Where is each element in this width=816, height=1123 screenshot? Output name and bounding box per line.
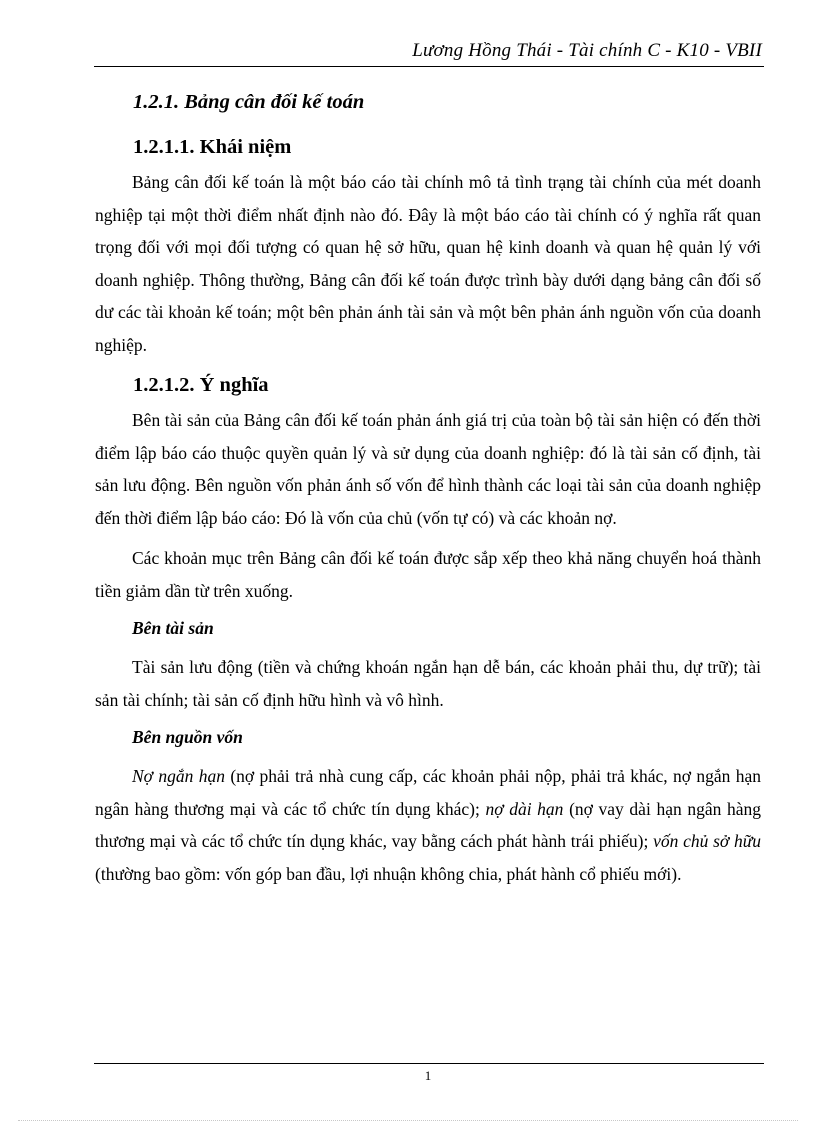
assets-paragraph: Tài sản lưu động (tiền và chứng khoán ngắn hạn dễ bán, các khoản phải thu, dự trữ); tài sản tài chính; tài sản cố định hữu hình và vô hình.	[95, 657, 761, 710]
assets-heading: Bên tài sản	[132, 618, 214, 638]
meaning-heading: 1.2.1.2. Ý nghĩa	[133, 374, 269, 396]
page-number: 1	[424, 1068, 432, 1083]
concept-paragraph: Bảng cân đối kế toán là một báo cáo tài chính mô tả tình trạng tài chính của mét doanh nghiệp tại một thời điểm nhất định nào đó. Đây là một báo cáo tài chính có ý nghĩa rất quan trọng đối với mọi đối tượng có quan hệ sở hữu, quan hệ kinh doanh và quan hệ quản lý với doanh nghiệp. Thông thường, Bảng cân đối kế toán được trình bày dưới dạng bảng cân đối số dư các tài khoản kế toán; một bên phản ánh tài sản và một bên phản ánh nguồn vốn của doanh nghiệp.	[95, 172, 761, 355]
short-debt-term: Nợ ngắn hạn	[132, 766, 225, 786]
concept-heading: 1.2.1.1. Khái niệm	[133, 136, 292, 158]
sources-heading: Bên nguồn vốn	[132, 727, 243, 747]
meaning-paragraph-1: Bên tài sản của Bảng cân đối kế toán phản ánh giá trị của toàn bộ tài sản hiện có đến thời điểm lập báo cáo thuộc quyền quản lý và sử dụng của doanh nghiệp: đó là tài sản cố định, tài sản lưu động. Bên nguồn vốn phản ánh số vốn để hình thành các loại tài sản của doanh nghiệp đến thời điểm lập báo cáo: Đó là vốn của chủ (vốn tự có) và các khoản nợ.	[95, 410, 761, 528]
equity-term: vốn chủ sở hữu	[653, 831, 761, 851]
section-heading: 1.2.1. Bảng cân đối kế toán	[133, 91, 365, 113]
footer-rule	[94, 1063, 764, 1064]
short-debt-text: (nợ phải trả nhà cung cấp, các khoản phải nộp, phải trả khác, nợ ngắn hạn ngân hàng thương mại và các tổ chức tín dụng khác);	[95, 766, 761, 819]
long-debt-term: nợ dài hạn	[485, 798, 564, 819]
sources-paragraph	[95, 760, 761, 890]
header-rule	[94, 66, 764, 67]
equity-text: (thường bao gồm: vốn góp ban đầu, lợi nhuận không chia, phát hành cổ phiếu mới).	[95, 863, 682, 884]
running-header: Lương Hồng Thái - Tài chính C - K10 - VBII	[412, 40, 762, 61]
meaning-paragraph-2: Các khoản mục trên Bảng cân đối kế toán được sắp xếp theo khả năng chuyển hoá thành tiền giảm dần từ trên xuống.	[95, 548, 761, 601]
page-body	[95, 85, 761, 890]
page-edge-dotted-line	[18, 1120, 798, 1121]
long-debt-text: (nợ vay dài hạn ngân hàng thương mại và các tổ chức tín dụng khác, vay bằng cách phát hành trái phiếu);	[95, 798, 762, 851]
